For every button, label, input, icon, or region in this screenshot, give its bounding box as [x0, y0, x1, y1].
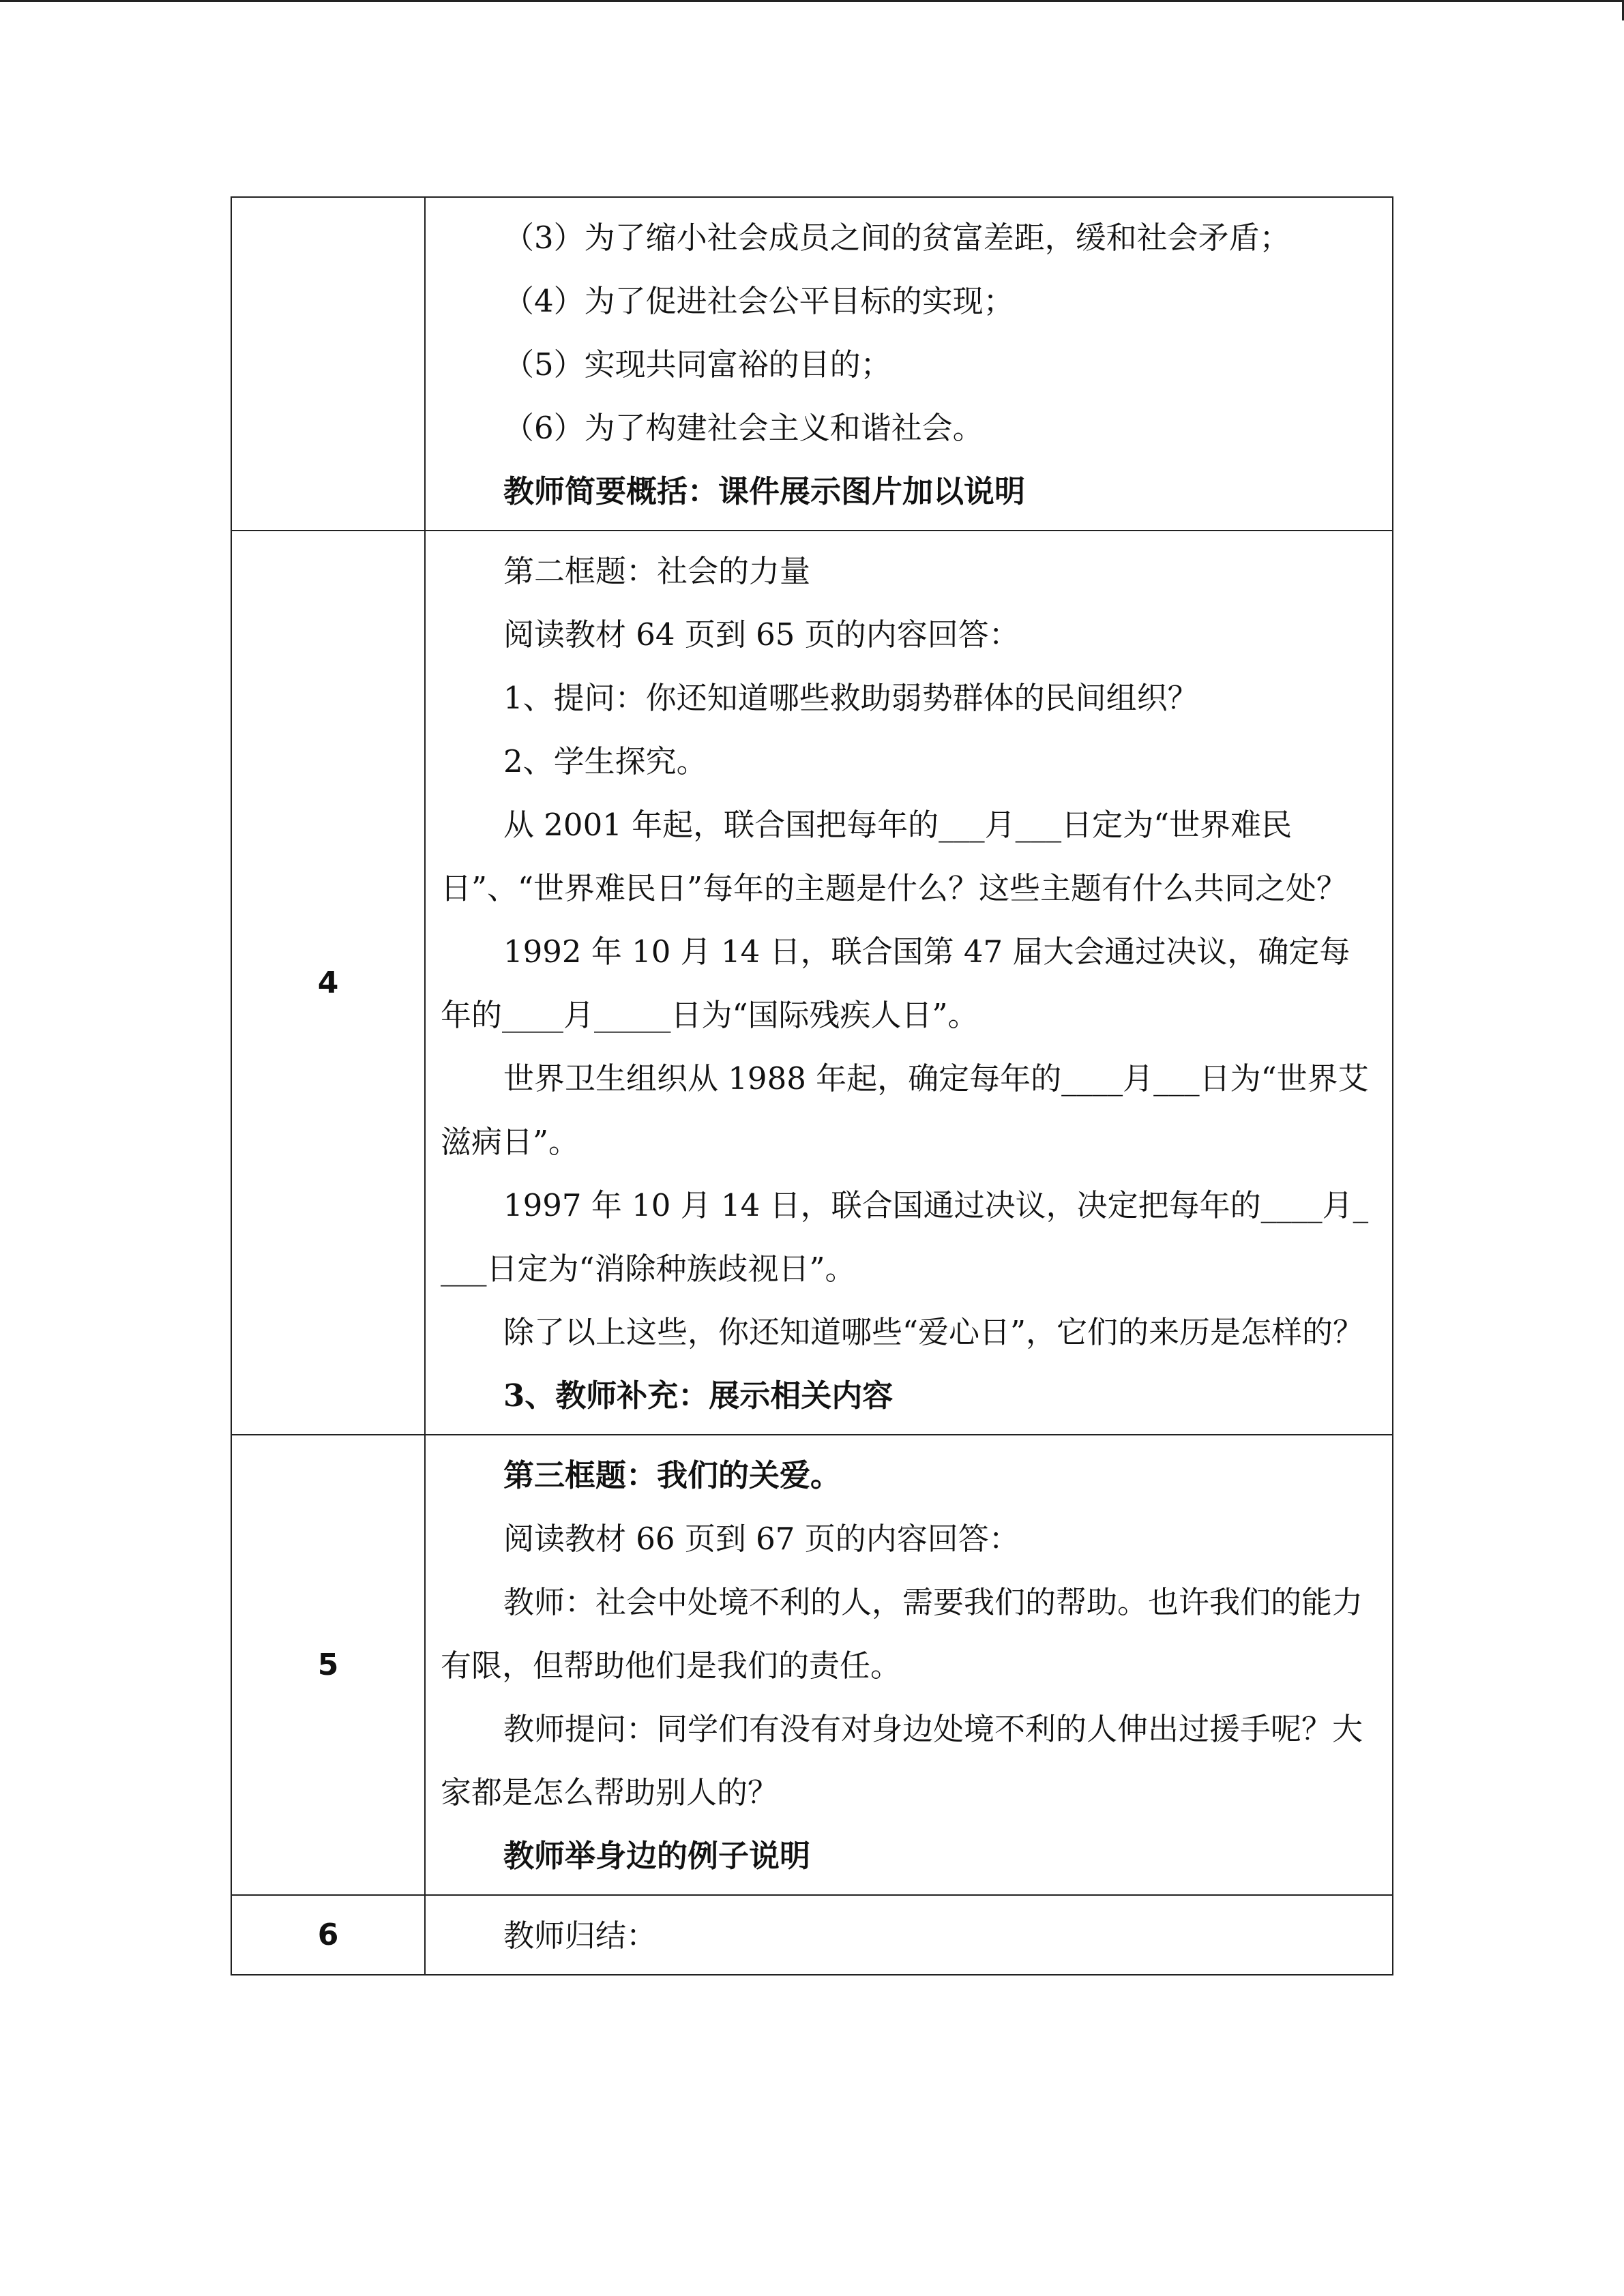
paragraph: 1992 年 10 月 14 日，联合国第 47 届大会通过决议，确定每年的____月_____日为“国际残疾人日”。 — [441, 934, 1350, 1033]
paragraph: 2、学生探究。 — [503, 743, 707, 779]
bold-paragraph: 第三框题：我们的关爱。 — [503, 1457, 842, 1493]
paragraph: 阅读教材 64 页到 65 页的内容回答： — [503, 616, 1020, 653]
paragraph: 除了以上这些，你还知道哪些“爱心日”，它们的来历是怎样的？ — [503, 1314, 1364, 1350]
step-number: 6 — [317, 1918, 339, 1952]
paragraph: 世界卫生组织从 1988 年起，确定每年的____月___日为“世界艾滋病日”。 — [441, 1060, 1369, 1160]
step-content-cell — [425, 531, 1393, 1435]
paragraph: 阅读教材 66 页到 67 页的内容回答： — [503, 1521, 1020, 1557]
page-top-border — [0, 0, 1624, 2]
step-number: 5 — [317, 1648, 339, 1682]
lesson-plan-table — [231, 196, 1393, 1976]
paragraph: 1、提问：你还知道哪些救助弱势群体的民间组织？ — [503, 680, 1198, 716]
paragraph: 第二框题：社会的力量 — [503, 553, 811, 589]
step-number-cell — [231, 1895, 425, 1975]
step-number-cell — [231, 1435, 425, 1895]
bold-paragraph: 教师简要概括：课件展示图片加以说明 — [503, 473, 1026, 509]
lesson-plan-table-body — [231, 197, 1393, 1975]
paragraph: 1997 年 10 月 14 日，联合国通过决议，决定把每年的____月____日定为“消除种族歧视日”。 — [441, 1187, 1369, 1287]
bold-paragraph: 教师举身边的例子说明 — [503, 1838, 811, 1874]
step-number-cell — [231, 197, 425, 531]
paragraph: （5）实现共同富裕的目的； — [503, 346, 891, 383]
step-content-cell — [425, 197, 1393, 531]
paragraph: 教师提问：同学们有没有对身边处境不利的人伸出过援手呢？大家都是怎么帮助别人的？ — [441, 1711, 1363, 1810]
bold-paragraph: 3、教师补充：展示相关内容 — [503, 1377, 894, 1414]
paragraph: 教师归结： — [503, 1918, 658, 1954]
paragraph: （4）为了促进社会公平目标的实现； — [503, 283, 1014, 319]
table-row — [231, 1895, 1393, 1975]
step-number-cell — [231, 531, 425, 1435]
paragraph: 从 2001 年起，联合国把每年的___月___日定为“世界难民日”、“世界难民日”每年的主题是什么？这些主题有什么共同之处？ — [441, 807, 1348, 906]
paragraph: （3）为了缩小社会成员之间的贫富差距，缓和社会矛盾； — [503, 220, 1290, 256]
paragraph: 教师：社会中处境不利的人，需要我们的帮助。也许我们的能力有限，但帮助他们是我们的责任。 — [441, 1584, 1363, 1684]
table-row — [231, 531, 1393, 1435]
table-row — [231, 1435, 1393, 1895]
step-content-cell — [425, 1895, 1393, 1975]
step-content-cell — [425, 1435, 1393, 1895]
paragraph: （6）为了构建社会主义和谐社会。 — [503, 410, 984, 446]
step-number: 4 — [317, 965, 339, 1000]
table-row — [231, 197, 1393, 531]
